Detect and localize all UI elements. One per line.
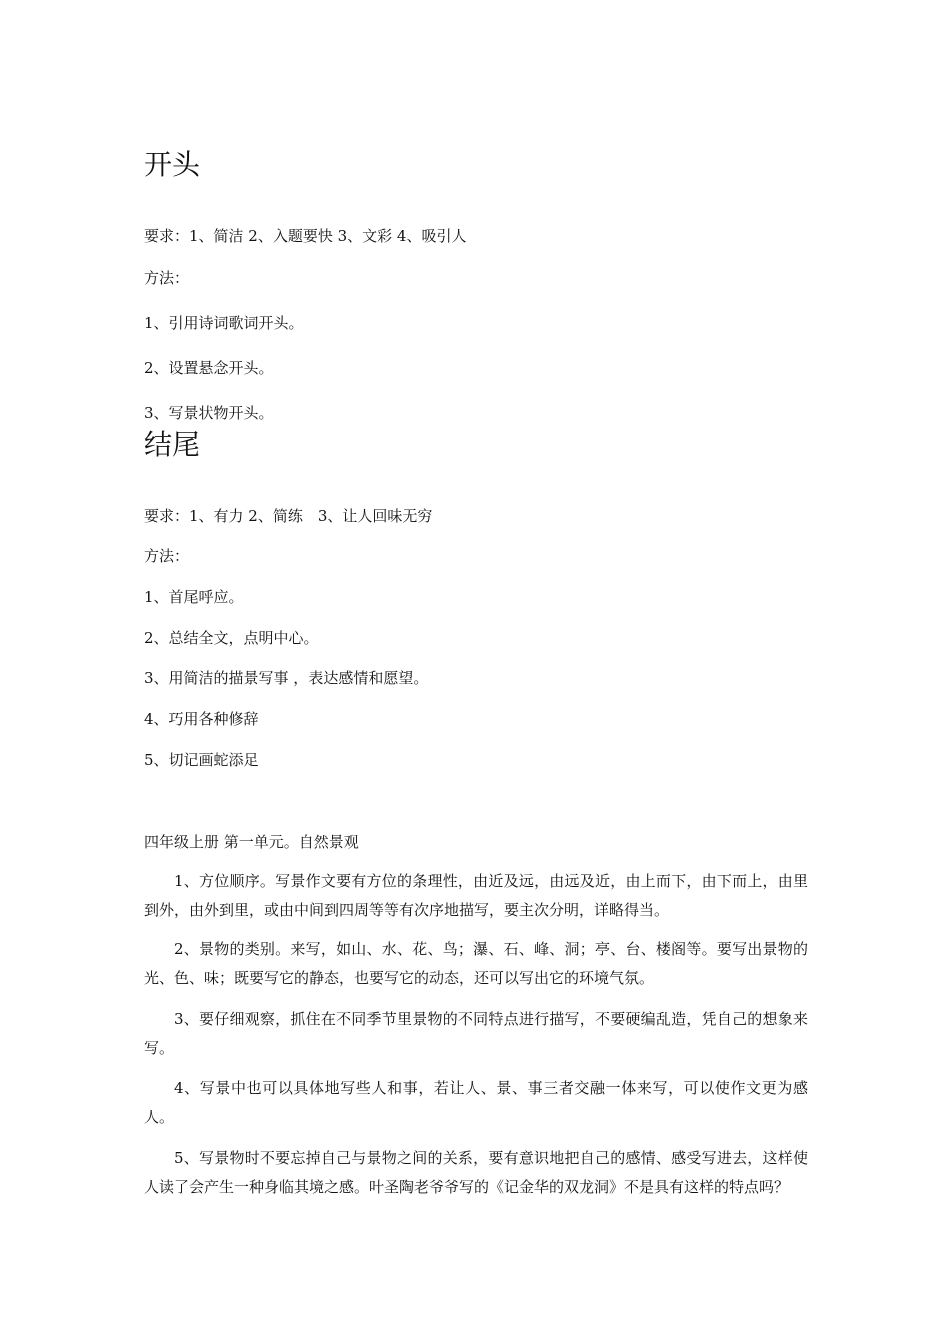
ending-requirements: 要求：1、有力 2、简练 3、让人回味无穷 (144, 507, 433, 525)
opening-method-item: 2、设置悬念开头。 (144, 359, 274, 377)
ending-methods-label: 方法： (144, 547, 190, 565)
opening-method-item: 3、写景状物开头。 (144, 404, 274, 422)
opening-heading: 开头 (144, 148, 201, 181)
ending-method-item: 4、巧用各种修辞 (144, 710, 259, 728)
ending-method-item: 2、总结全文，点明中心。 (144, 629, 319, 647)
unit-paragraph: 2、景物的类别。来写，如山、水、花、鸟；瀑、石、峰、洞；亭、台、楼阁等。要写出景物的光、色、味；既要写它的静态，也要写它的动态，还可以写出它的环境气氛。 (144, 940, 808, 987)
ending-heading: 结尾 (144, 428, 201, 461)
unit-paragraph: 1、方位顺序。写景作文要有方位的条理性，由近及远，由远及近，由上而下，由下而上，由里到外，由外到里，或由中间到四周等等有次序地描写，要主次分明，详略得当。 (144, 872, 808, 919)
ending-method-item: 3、用简洁的描景写事 ，表达感情和愿望。 (144, 669, 429, 687)
unit-paragraph: 3、要仔细观察，抓住在不同季节里景物的不同特点进行描写，不要硬编乱造，凭自己的想象来写。 (144, 1010, 808, 1057)
unit-title: 四年级上册 第一单元。自然景观 (144, 833, 359, 851)
unit-paragraph: 5、写景物时不要忘掉自己与景物之间的关系，要有意识地把自己的感情、感受写进去，这样使人读了会产生一种身临其境之感。叶圣陶老爷爷写的《记金华的双龙洞》不是具有这样的特点吗？ (144, 1149, 808, 1196)
ending-method-item: 1、首尾呼应。 (144, 588, 244, 606)
ending-method-item: 5、切记画蛇添足 (144, 751, 259, 769)
opening-method-item: 1、引用诗词歌词开头。 (144, 314, 304, 332)
opening-requirements: 要求：1、简洁 2、入题要快 3、文彩 4、吸引人 (144, 227, 467, 245)
unit-paragraph: 4、写景中也可以具体地写些人和事，若让人、景、事三者交融一体来写，可以使作文更为感人。 (144, 1079, 808, 1126)
opening-methods-label: 方法： (144, 269, 190, 287)
